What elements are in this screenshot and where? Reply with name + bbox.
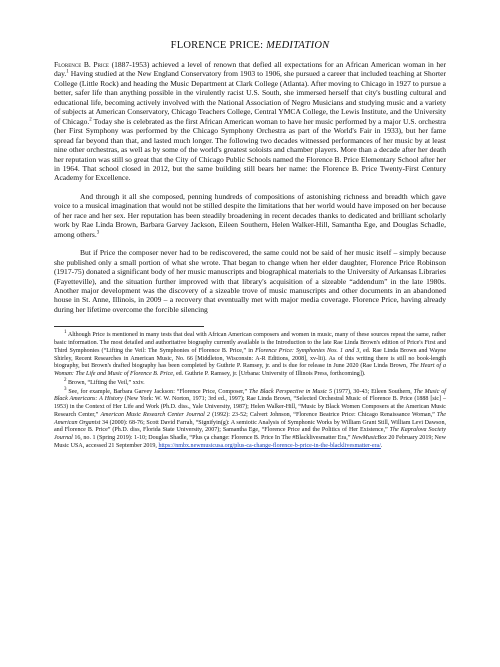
footnote-1 bbox=[54, 332, 446, 379]
paragraph-1-text-a: (1887-1953) achieved a level of renown that defied all expectations for an African American woman in her day. bbox=[54, 60, 446, 79]
footnote-ref-2[interactable]: 2 bbox=[89, 117, 92, 123]
footnote-3-text-a: See, for example, Barbara Garvey Jackson: “Florence Price, Composer,” bbox=[66, 388, 250, 395]
footnote-ref-3[interactable]: 3 bbox=[96, 230, 100, 236]
footnote-3-text-h: . bbox=[380, 442, 383, 449]
footnote-3-text-f: 16, no. 1 (Spring 2019): 1-10; Douglas Shadle, “Plus ça change: Florence B. Price In The #Blacklivesmatter Era,” bbox=[72, 435, 352, 442]
newmusicbox-link[interactable]: https://nmbx.newmusicusa.org/plus-ca-change-florence-b-price-in-the-blacklivesmatter-era/ bbox=[158, 442, 381, 449]
footnote-mark-1: 1 bbox=[64, 330, 67, 336]
footnote-3-italic-2: The Music of Black Americans: A History bbox=[54, 388, 446, 403]
footnote-ref-1[interactable]: 1 bbox=[66, 69, 69, 75]
paragraph-3-text: But if Price the composer never had to be rediscovered, the same could not be said of her music itself – simply because she published only a small portion of what she wrote. That began to change when her elder daughter, Florence Price Robinson (1917-75) donated a significant body of her music manuscripts and biographical materials to the University of Arkansas Libraries (Fayetteville), and the situation further improved with that library's acquisition of a sizeable “addendum” in the late 1980s. Another major development was the discovery of a sizeable trove of music manuscripts and other documents in an abandoned house in St. Anne, Illinois, in 2009 – a recovery that eventually met with major media coverage. Florence Price, having already during her lifetime overcome the forcible silencing bbox=[54, 248, 446, 314]
paragraph-1-text-c: Today she is celebrated as the first African American woman to have her music performed by a major U.S. orchestra (her First Symphony was performed by the Chicago Symphony Orchestra as part of the World's Fair in 1933), but her fame spread far beyond than that, and lasted much longer. The following two decades witnessed performances of her music by at least nine other orchestras, as well as by some of the world's greatest soloists and chamber players. More than a decade after her death her reputation was still so great that the City of Chicago Public Schools named the Florence B. Price Elementary School after her in 1964. That school closed in 2012, but the same building still bears her name: the Florence B. Price Twenty-First Century Academy for Excellence. bbox=[54, 116, 447, 183]
footnote-mark-2: 2 bbox=[64, 377, 67, 383]
footnote-1-text-a: Although Price is mentioned in many tests that deal with African American composers and women in music, many of these sources repeat the same, rather basic information. The most detailed and authoritative biography currently available is the Introduction to the late Rae Linda Brown's edition of Price's First and Third Symphonies (“Lifting the Veil: The Symphonies of Florence B. Price,” in bbox=[54, 332, 446, 354]
footnote-1-text-c: , ed. Guthrie P. Ramsey, jr. [Urbana: University of Illinois Press, forthcoming]). bbox=[172, 371, 366, 378]
footnote-1-italic-1: Florence Price: Symphonies Nos. 1 and 3 bbox=[255, 347, 360, 354]
footnote-3-text-g: 20 February 2019; New Music USA, accessed 21 September 2019, bbox=[54, 435, 446, 449]
footnote-3-text-e: 34 (2000): 68-76; Scott David Farrah, “Signifyin(g): A semiotic Analysis of Symphonic Works by William Grant Still, William Levi Dawson, and Florence B. Price” (Ph.D. diss, Florida State University, 2007); Samantha Ege, “Florence Price and the Politics of Her Existence,” bbox=[54, 419, 446, 434]
footnote-3-text-c: (New York: W. W. Norton, 1971; 3rd ed., 1997); Rae Linda Brown, “Selected Orchestral Music of Florence B. Price (1888 [sic] – 1953) in the Context of Her Life and Work (Ph.D. diss., Yale University, 1987); Helen Walker-Hill, “Music by Black Women Composers at the American Music Research Center,” bbox=[54, 396, 446, 418]
footnote-2 bbox=[54, 377, 446, 388]
paragraph-1-text-b: Having studied at the New England Conservatory from 1903 to 1906, she pursued a career that included teaching at Shorter College (Little Rock) and heading the Music Department at Clark College (Atlanta). After moving to Chicago in 1927 to pursue a better, safer life than anything possible in the virulently racist U.S. South, she immersed herself that city's bustling cultural and educational life, becoming actively involved with the National Association of Negro Musicians and studying music and a variety of subjects at American Conservatory, Chicago Teachers College, Central YMCA College, the Lewis Institute, and the University of Chicago. bbox=[54, 69, 446, 126]
footnote-3-italic-4: The American Organist bbox=[54, 411, 446, 426]
footnote-3-italic-1: The Black Perspective in Music 5 bbox=[249, 388, 332, 395]
page-title bbox=[54, 40, 446, 51]
footnote-mark-3: 3 bbox=[64, 386, 67, 392]
title-work: MEDITATION bbox=[266, 40, 330, 51]
footnote-3-text-b: (1977), 30-43; Eileen Southern, bbox=[332, 388, 414, 395]
footnote-divider bbox=[54, 326, 204, 327]
footnote-1-text-b: , ed. Rae Linda Brown and Wayne Shirley, Recent Researches in American Music, No. 66 [Middleton, Wisconsin: A-R Editions, 2008], xv-lii). As of this writing there is still no book-length biography, but Brown's drafted biography has been completed by Guthrie P. Ramsey, jr. and is due for release in June 2020 (Rae Linda Brown, bbox=[54, 347, 446, 370]
body-paragraph-3 bbox=[54, 248, 446, 314]
title-composer: FLORENCE PRICE: bbox=[170, 40, 264, 51]
footnote-3 bbox=[54, 386, 446, 451]
footnote-3-italic-6: NewMusicBox bbox=[351, 435, 387, 442]
footnote-1-italic-2: The Heart of a Woman: The Life and Music of Florence B. Price bbox=[54, 363, 446, 378]
body-paragraph-2 bbox=[54, 192, 446, 239]
footnotes bbox=[54, 332, 446, 450]
footnote-3-italic-5: The Kapralova Society Journal bbox=[54, 427, 446, 442]
body-paragraph-1 bbox=[54, 60, 446, 183]
footnote-2-text: Brown, “Lifting the Veil,” xxiv. bbox=[66, 379, 145, 386]
footnote-3-text-d: (1992): 23-52; Calvert Johnson, “Florence Beatrice Price: Chicago Renaissance Woman,” bbox=[209, 411, 437, 418]
footnote-3-italic-3: American Music Research Center Journal 2 bbox=[100, 411, 210, 418]
composer-name-small-caps: Florence B. Price bbox=[54, 60, 109, 69]
paragraph-2-text: And through it all she composed, penning hundreds of compositions of astonishing richness and breadth which gave voice to a musical imagination that would not be stilled despite the limitations that her world would have imposed on her because of her race and her sex. Her reputation has been steadily broadening in recent decades thanks to dedicated and brilliant scholarly work by Rae Linda Brown, Barbara Garvey Jackson, Eileen Southern, Helen Walker-Hill, Samantha Ege, and Douglas Schadle, among others. bbox=[54, 191, 446, 239]
